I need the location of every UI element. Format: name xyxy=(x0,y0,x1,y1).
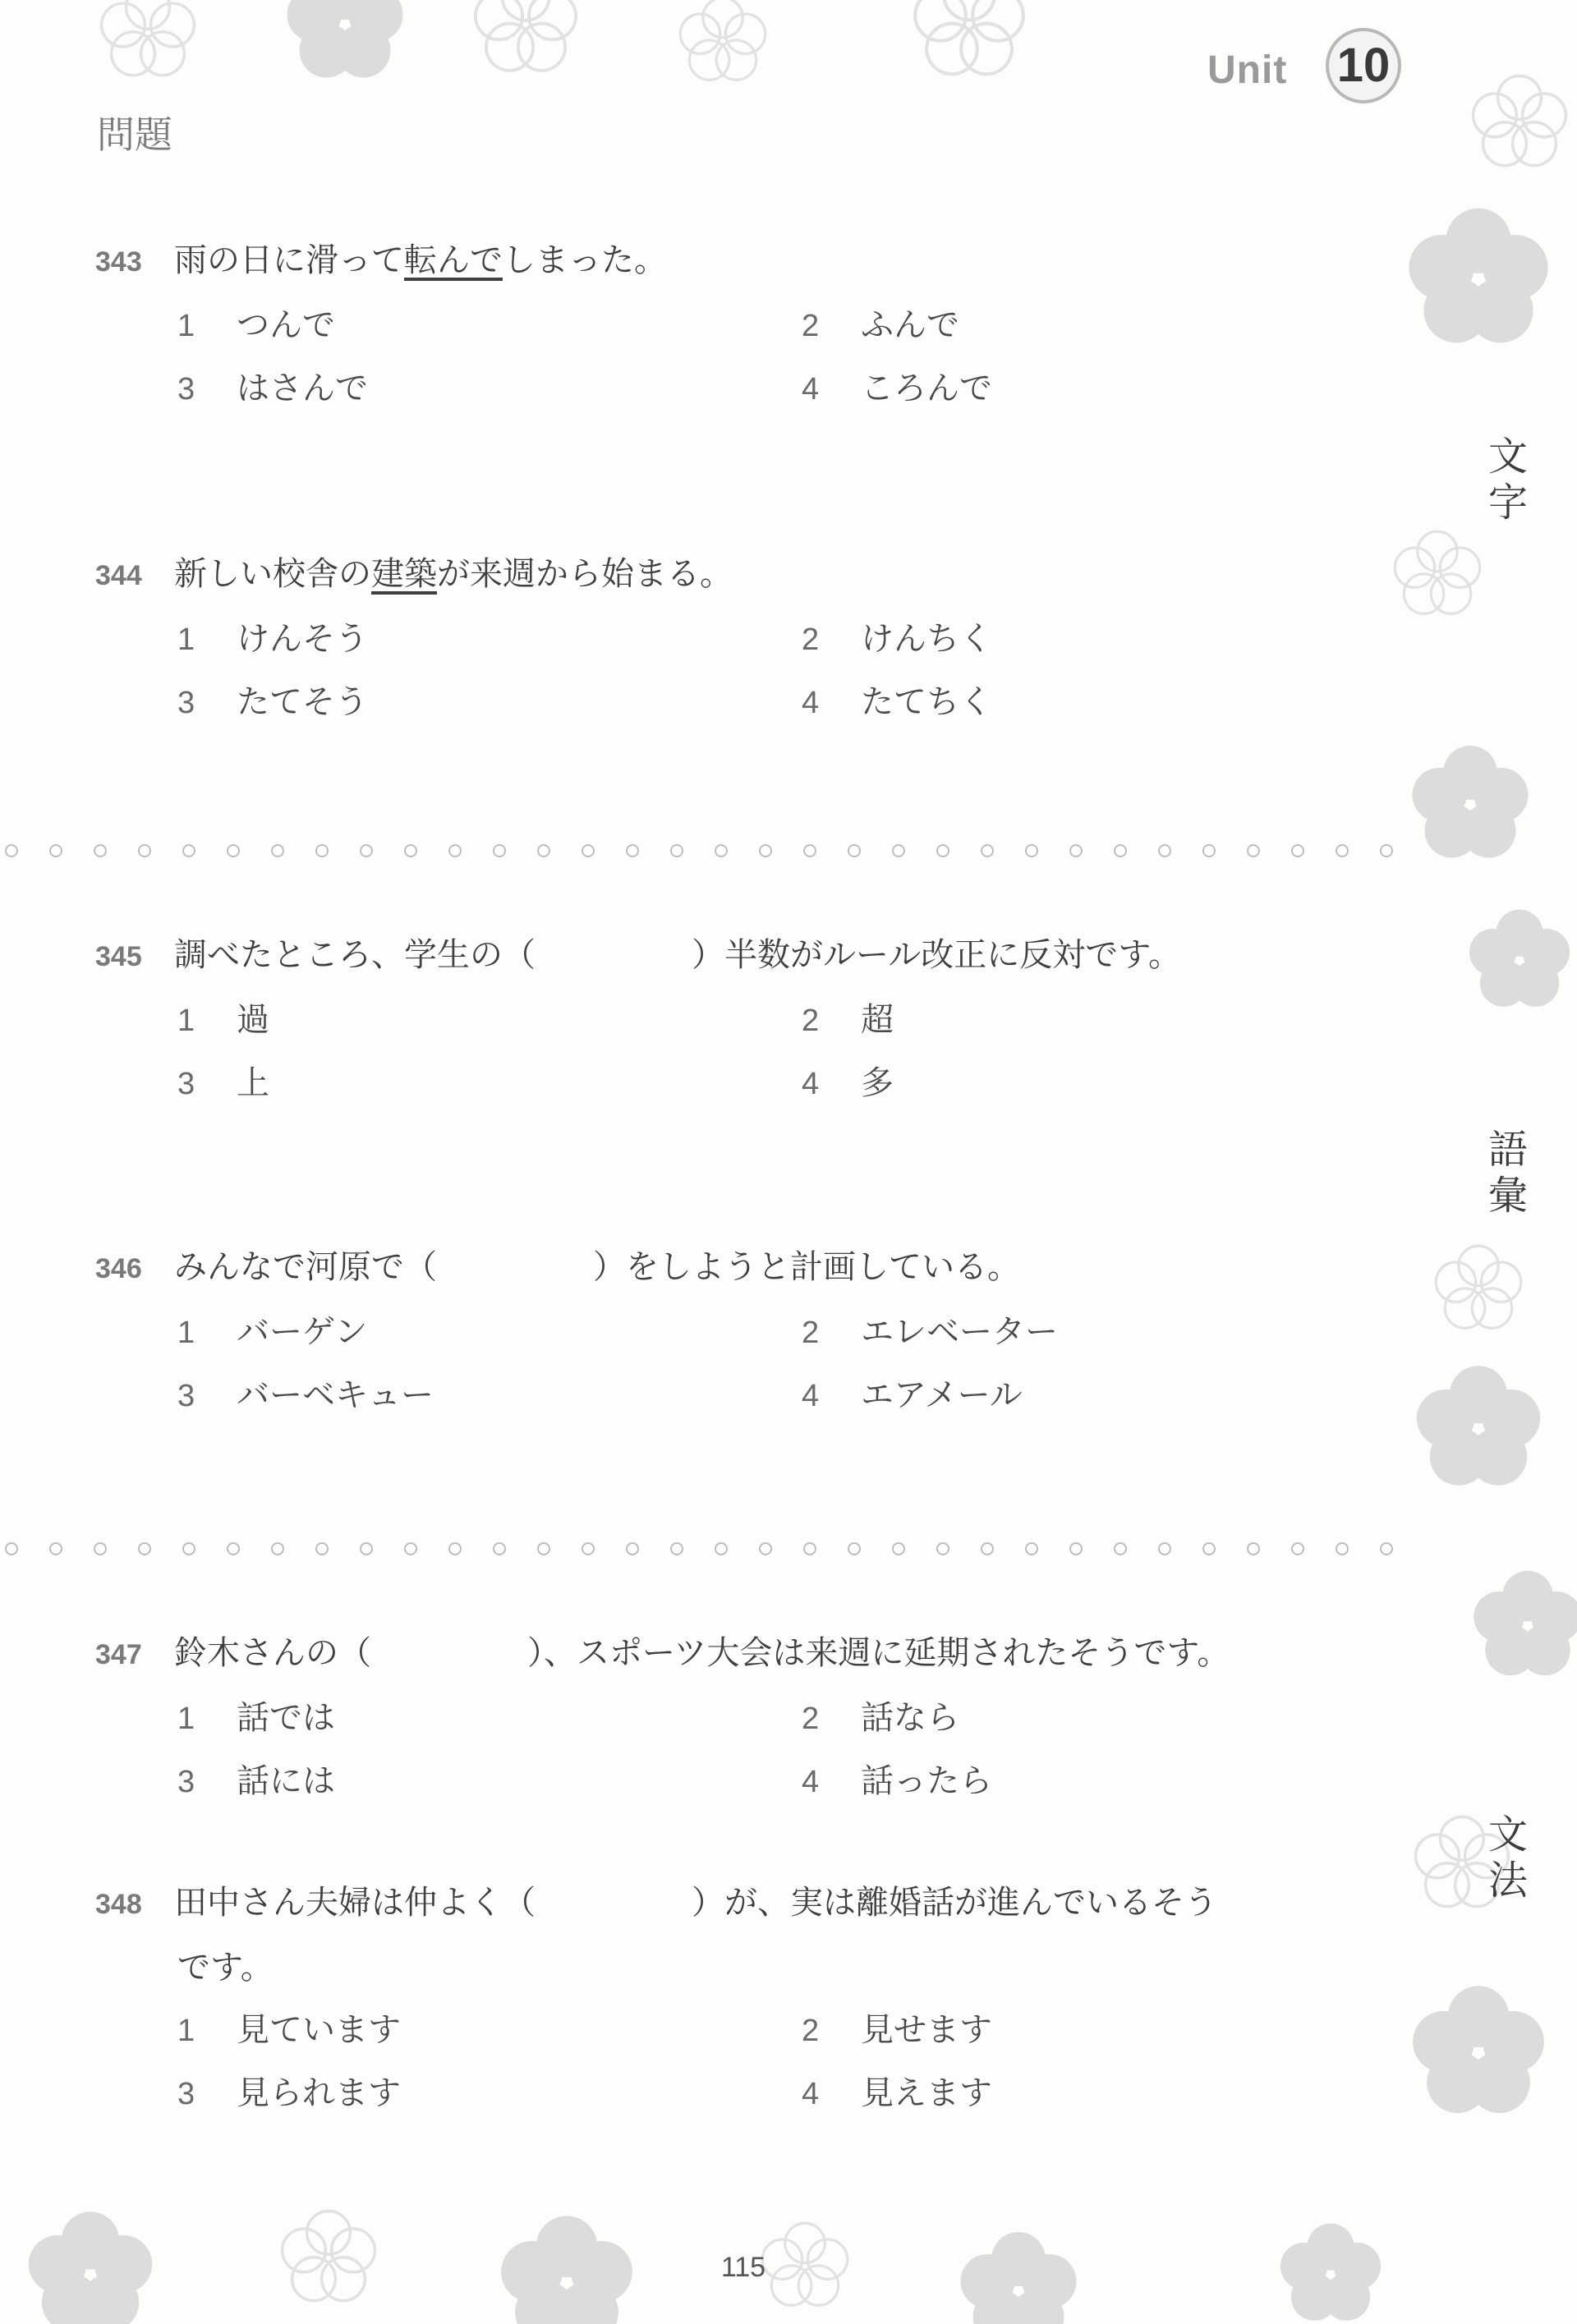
answer-option[interactable]: 4 ころんで xyxy=(802,370,992,407)
question-number: 343 xyxy=(95,246,142,278)
answer-option[interactable]: 2 話なら xyxy=(802,1699,959,1737)
question-stem: 雨の日に滑って転んでしまった。 xyxy=(174,241,667,279)
answer-option[interactable]: 3 たてそう xyxy=(177,683,368,721)
answer-options xyxy=(177,989,1081,1115)
question-348 xyxy=(95,1871,1426,2125)
answer-option[interactable]: 2 エレベーター xyxy=(802,1313,1058,1351)
question-stem-continuation: です。 xyxy=(177,1949,274,1986)
answer-option[interactable]: 4 見えます xyxy=(802,2074,992,2112)
page-number: 115 xyxy=(720,2252,766,2283)
question-stem: 調べたところ、学生の（ ）半数がルール改正に反対です。 xyxy=(174,936,1181,974)
side-tab-bunpou: 文 法 xyxy=(1487,1812,1528,1904)
answer-option[interactable]: 1 話では xyxy=(177,1699,335,1737)
answer-option[interactable]: 3 バーベキュー xyxy=(177,1376,434,1414)
underlined-word: 転んで xyxy=(404,241,503,279)
answer-option[interactable]: 2 見せます xyxy=(802,2011,992,2049)
answer-options xyxy=(177,294,1081,420)
answer-option[interactable]: 2 超 xyxy=(802,1001,894,1039)
answer-option[interactable]: 2 ふんで xyxy=(802,306,959,344)
section-title: 問題 xyxy=(97,113,172,157)
answer-options xyxy=(177,1999,1081,2125)
question-343 xyxy=(95,228,1426,420)
question-stem: みんなで河原で（ ）をしようと計画している。 xyxy=(174,1248,1020,1286)
answer-option[interactable]: 1 つんで xyxy=(177,306,335,344)
question-number: 344 xyxy=(95,560,142,591)
dotted-divider xyxy=(0,1541,1429,1557)
answer-option[interactable]: 2 けんちく xyxy=(802,620,992,658)
dotted-divider xyxy=(0,843,1429,859)
question-number: 345 xyxy=(95,941,142,972)
answer-option[interactable]: 1 けんそう xyxy=(177,620,368,658)
answer-option[interactable]: 3 話には xyxy=(177,1762,335,1800)
question-number: 348 xyxy=(95,1889,142,1920)
question-number: 346 xyxy=(95,1253,142,1284)
answer-options xyxy=(177,1301,1081,1427)
question-stem: 鈴木さんの（ ）、スポーツ大会は来週に延期されたそうです。 xyxy=(174,1634,1230,1672)
question-346 xyxy=(95,1235,1426,1427)
answer-option[interactable]: 1 過 xyxy=(177,1001,269,1039)
question-stem: 田中さん夫婦は仲よく（ ）が、実は離婚話が進んでいるそう xyxy=(174,1884,1217,1922)
answer-option[interactable]: 4 たてちく xyxy=(802,683,992,721)
answer-option[interactable]: 3 はさんで xyxy=(177,370,368,407)
question-number: 347 xyxy=(95,1639,142,1670)
unit-label: Unit xyxy=(1207,48,1288,92)
question-345 xyxy=(95,923,1426,1115)
unit-number-badge: 10 xyxy=(1326,28,1401,103)
answer-option[interactable]: 3 上 xyxy=(177,1064,269,1102)
answer-option[interactable]: 4 多 xyxy=(802,1064,894,1102)
answer-options xyxy=(177,1687,1081,1813)
question-stem: 新しい校舎の建築が来週から始まる。 xyxy=(174,555,733,593)
underlined-word: 建築 xyxy=(371,555,437,593)
side-tab-goi: 語 彙 xyxy=(1487,1127,1528,1219)
answer-option[interactable]: 4 話ったら xyxy=(802,1762,992,1800)
answer-option[interactable]: 4 エアメール xyxy=(802,1376,1023,1414)
answer-option[interactable]: 1 バーゲン xyxy=(177,1313,368,1351)
answer-option[interactable]: 3 見られます xyxy=(177,2074,401,2112)
answer-options xyxy=(177,608,1081,734)
side-tab-moji: 文 字 xyxy=(1487,434,1528,526)
question-344 xyxy=(95,542,1426,734)
question-347 xyxy=(95,1621,1426,1813)
answer-option[interactable]: 1 見ています xyxy=(177,2011,401,2049)
